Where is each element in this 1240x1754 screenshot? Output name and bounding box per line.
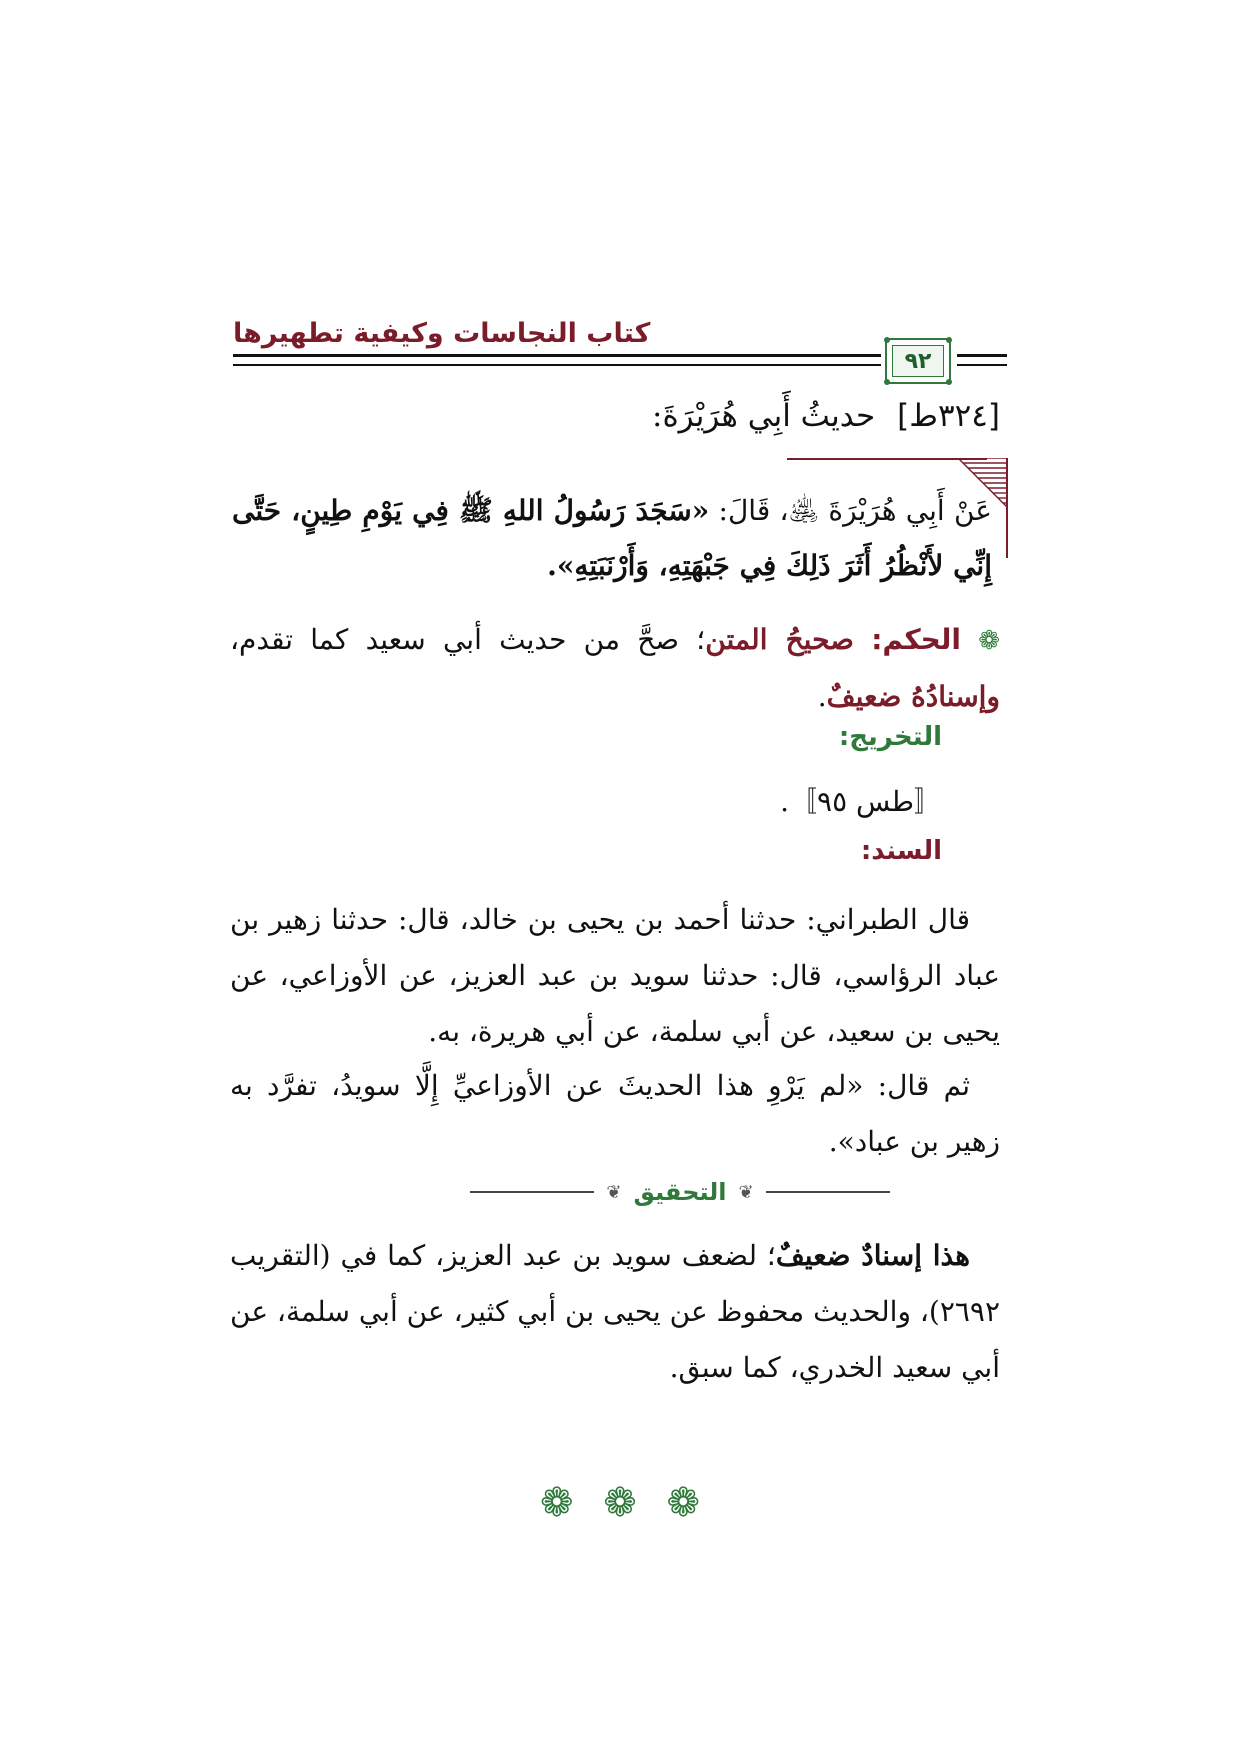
page-number: ٩٢ [892,345,944,377]
ruling-text: ؛ صحَّ من حديث أبي سعيد كما تقدم، [230,623,706,656]
tahqiq-text: ؛ لضعف سويد بن عبد العزيز، كما في (التقريب ٢٦٩٢)، والحديث محفوظ عن يحيى بن أبي كثير، عن أبي سلمة، عن أبي سعيد الخدري، كما سبق. [230,1239,1000,1384]
hadith-number: [٣٢٤ط] [897,398,1000,434]
header-rule-bottom [233,364,881,366]
takhrij-label: التخريج: [838,722,942,752]
ruling-end: . [817,680,827,713]
header-rule-right-top [957,354,1007,357]
ruling [230,612,1000,724]
tahqiq-lead: هذا إسنادٌ ضعيفٌ [775,1239,970,1272]
flower-ornament-icon: ❁ [666,1480,700,1526]
flower-ornament-icon: ❁ [978,626,1001,656]
sanad-paragraph-2: ثم قال: «لم يَرْوِ هذا الحديثَ عن الأوزاعيِّ إِلَّا سويدُ، تفرَّد به زهير بن عباد». [230,1069,1000,1158]
ruling-isnad: وإسنادُهُ ضعيفٌ [826,680,1000,713]
book-title: كتاب النجاسات وكيفية تطهيرها [233,318,651,349]
flower-ornament-icon: ❁ [540,1480,574,1526]
tahqiq-title: التحقيق [633,1178,727,1206]
hadith-heading [652,398,1000,434]
takhrij-ref: 〚طس ٩٥〛. [780,785,942,818]
page-number-badge [885,338,951,384]
hadith-intro: عَنْ أَبِي هُرَيْرَةَ ﵁، قَالَ: [709,494,992,527]
hadith-text [232,483,992,593]
corner-line [1006,458,1008,558]
hadith-title: حديثُ أَبِي هُرَيْرَةَ: [652,398,876,434]
sanad-label: السند: [860,836,942,866]
footer-ornaments [540,1480,700,1526]
divider-ornament-icon: ❦ [606,1181,622,1203]
tahqiq-paragraph [230,1228,1000,1396]
header-rule-top [233,354,881,357]
ruling-matn: صحيحُ المتن [705,623,854,656]
divider-ornament-icon: ❦ [738,1181,754,1203]
flower-ornament-icon: ❁ [603,1480,637,1526]
hadith-matn: «سَجَدَ رَسُولُ اللهِ ﷺ فِي يَوْمِ طِينٍ، حَتَّى إِنِّي لأَنْظُرُ أَثَرَ ذَلِكَ فِي جَبْهَتِهِ، وَأَرْنَبَتِهِ». [232,494,992,582]
ruling-label: الحكم: [871,623,961,656]
heading-underline [787,458,987,460]
tahqiq-divider [470,1172,890,1212]
header-rule-right-bottom [957,364,1007,366]
sanad-paragraph-1: قال الطبراني: حدثنا أحمد بن يحيى بن خالد، قال: حدثنا زهير بن عباد الرؤاسي، قال: حدثنا سويد بن عبد العزيز، عن الأوزاعي، عن يحيى بن سعيد، عن أبي سلمة، عن أبي هريرة، به. [230,903,1000,1048]
